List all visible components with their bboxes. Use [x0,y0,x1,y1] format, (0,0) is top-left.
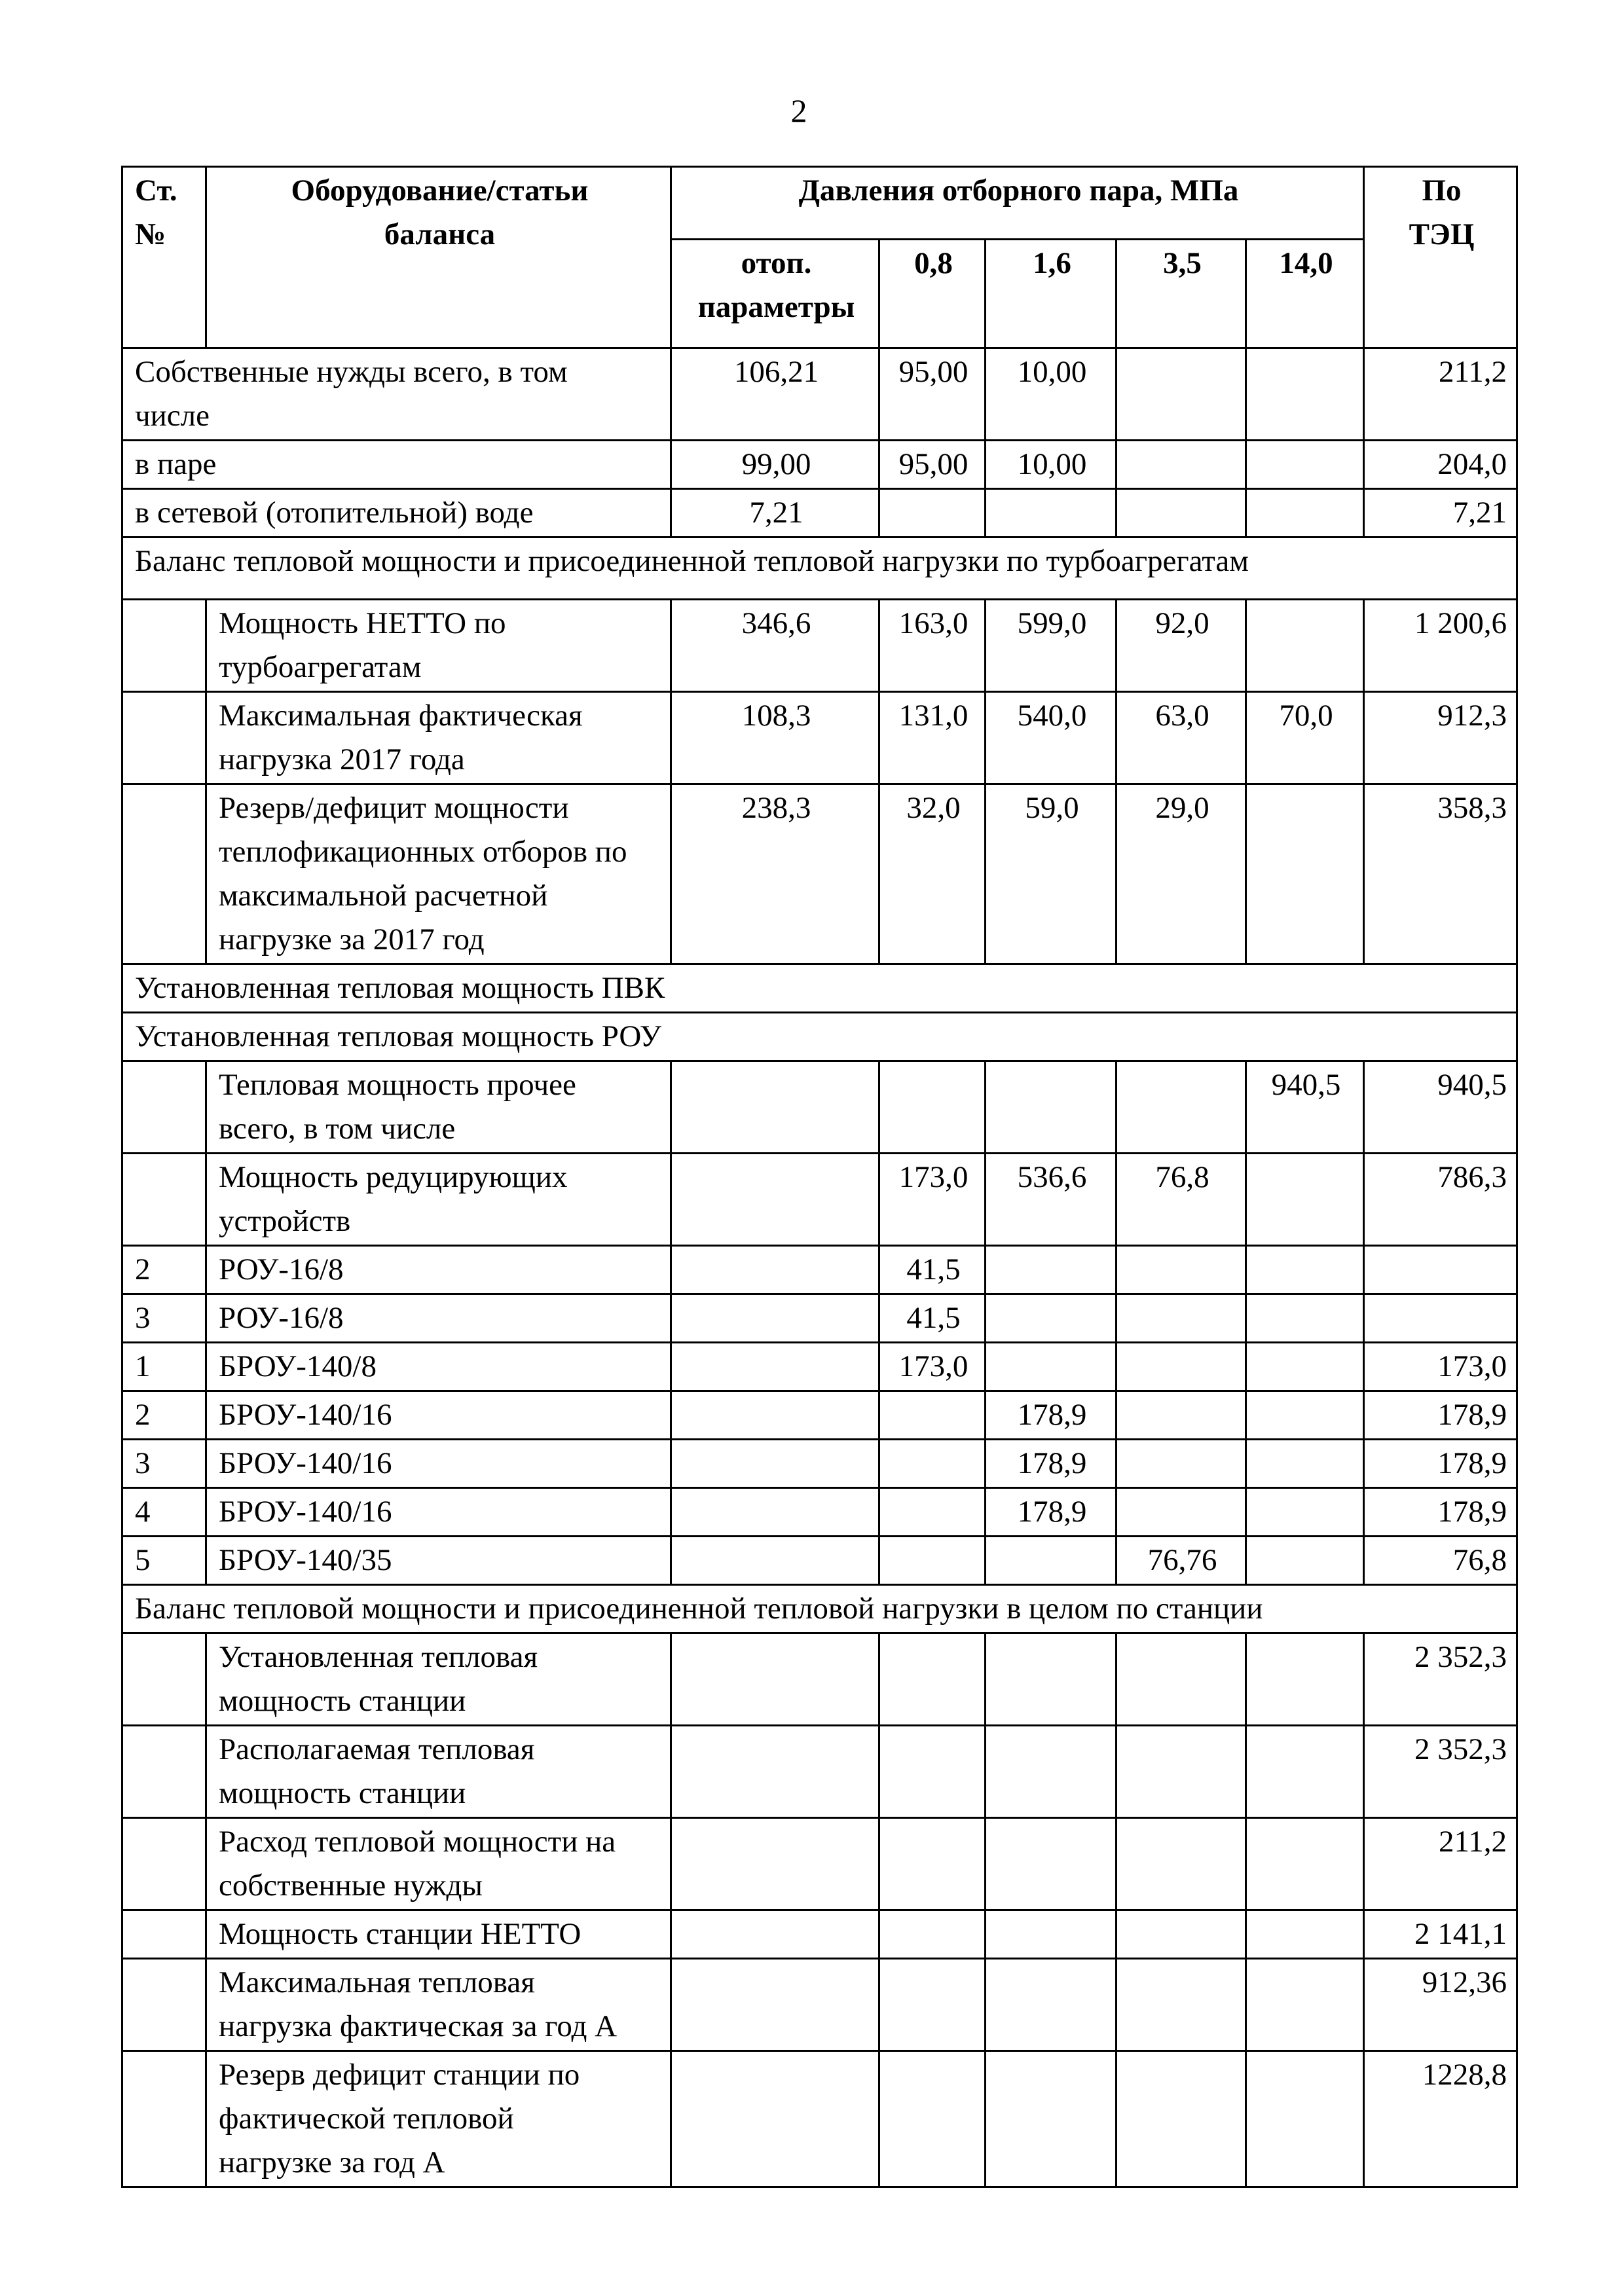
heat-balance-table [121,166,1518,2188]
section-title-row [122,538,1517,600]
table-row [122,1818,1517,1910]
value-cell: 95,00 [879,441,986,489]
table-row [122,441,1517,489]
value-cell [1116,1294,1246,1343]
value-cell [671,1343,879,1391]
row-label: БРОУ-140/8 [206,1343,671,1391]
value-cell: 940,5 [1364,1061,1517,1154]
row-number: 3 [122,1294,206,1343]
value-cell: 59,0 [986,784,1116,964]
value-cell: 131,0 [879,692,986,784]
value-cell [1246,489,1364,538]
value-cell: 178,9 [986,1488,1116,1537]
value-cell: 63,0 [1116,692,1246,784]
value-cell [986,1343,1116,1391]
value-cell [986,1537,1116,1585]
value-cell [879,1061,986,1154]
value-cell [1116,348,1246,441]
value-cell: 204,0 [1364,441,1517,489]
row-label: Мощность станции НЕТТО [206,1910,671,1959]
value-cell [1116,1818,1246,1910]
row-label: РОУ-16/8 [206,1246,671,1294]
row-label: БРОУ-140/16 [206,1391,671,1440]
table-row [122,1343,1517,1391]
value-cell [671,1440,879,1488]
value-cell [1246,784,1364,964]
value-cell [1246,1726,1364,1818]
value-cell: 599,0 [986,600,1116,692]
table-row [122,692,1517,784]
value-cell [671,1246,879,1294]
table-row [122,1154,1517,1246]
value-cell [671,1488,879,1537]
row-label: БРОУ-140/16 [206,1488,671,1537]
value-cell [1246,1633,1364,1726]
header-sub-0-8: 0,8 [879,240,986,348]
value-cell [1116,1343,1246,1391]
value-cell: 912,36 [1364,1959,1517,2051]
value-cell [1246,600,1364,692]
value-cell [879,1818,986,1910]
table-row [122,1537,1517,1585]
value-cell: 540,0 [986,692,1116,784]
value-cell [1246,1440,1364,1488]
value-cell [1246,1537,1364,1585]
value-cell: 173,0 [879,1343,986,1391]
value-cell: 99,00 [671,441,879,489]
row-number [122,1154,206,1246]
row-label: Мощность редуцирующих устройств [206,1154,671,1246]
value-cell: 76,8 [1116,1154,1246,1246]
section-title-turbines: Баланс тепловой мощности и присоединенной тепловой нагрузки по турбоагрегатам [122,538,1517,600]
row-label: в сетевой (отопительной) воде [122,489,671,538]
line-pvk: Установленная тепловая мощность ПВК [122,964,1517,1013]
row-label: Мощность НЕТТО по турбоагрегатам [206,600,671,692]
table-row [122,1959,1517,2051]
value-cell [1364,1246,1517,1294]
value-cell [986,1818,1116,1910]
table-row [122,1633,1517,1726]
row-label: Тепловая мощность прочее всего, в том числе [206,1061,671,1154]
row-label: Расход тепловой мощности на собственные нужды [206,1818,671,1910]
value-cell: 238,3 [671,784,879,964]
section-title-row [122,1585,1517,1633]
row-number: 2 [122,1391,206,1440]
value-cell: 536,6 [986,1154,1116,1246]
value-cell [671,1154,879,1246]
value-cell: 346,6 [671,600,879,692]
row-number [122,1818,206,1910]
table-row [122,1440,1517,1488]
section-line-row [122,1013,1517,1061]
row-number [122,1726,206,1818]
value-cell: 163,0 [879,600,986,692]
row-label: БРОУ-140/16 [206,1440,671,1488]
value-cell [986,1294,1116,1343]
row-number: 3 [122,1440,206,1488]
table-row [122,1294,1517,1343]
value-cell [986,1726,1116,1818]
value-cell [1116,1061,1246,1154]
row-label: Установленная тепловая мощность станции [206,1633,671,1726]
value-cell: 95,00 [879,348,986,441]
value-cell [1246,1391,1364,1440]
header-pressure-group: Давления отборного пара, МПа [671,167,1364,240]
row-label: Максимальная тепловая нагрузка фактическая за год А [206,1959,671,2051]
value-cell: 211,2 [1364,348,1517,441]
value-cell [1246,348,1364,441]
row-number [122,600,206,692]
value-cell: 1228,8 [1364,2051,1517,2187]
value-cell: 41,5 [879,1246,986,1294]
value-cell [1246,1910,1364,1959]
row-label: Резерв/дефицит мощности теплофикационных отборов по максимальной расчетной нагрузке за 2017 год [206,784,671,964]
header-sub-1-6: 1,6 [986,240,1116,348]
header-no: Ст. № [122,167,206,348]
table-row [122,1726,1517,1818]
value-cell [1116,2051,1246,2187]
value-cell [1116,489,1246,538]
value-cell: 173,0 [879,1154,986,1246]
value-cell: 70,0 [1246,692,1364,784]
table-row [122,2051,1517,2187]
header-total: По ТЭЦ [1364,167,1517,348]
value-cell: 940,5 [1246,1061,1364,1154]
value-cell [879,1633,986,1726]
section-line-row [122,964,1517,1013]
header-sub-14-0: 14,0 [1246,240,1364,348]
value-cell [671,2051,879,2187]
value-cell: 178,9 [986,1440,1116,1488]
value-cell: 211,2 [1364,1818,1517,1910]
page-number: 2 [790,92,807,129]
table-row [122,489,1517,538]
value-cell [1116,1488,1246,1537]
value-cell [671,1633,879,1726]
value-cell [1116,1726,1246,1818]
value-cell [1364,1294,1517,1343]
value-cell [671,1726,879,1818]
value-cell: 92,0 [1116,600,1246,692]
row-number [122,692,206,784]
value-cell [1116,1910,1246,1959]
value-cell [1246,2051,1364,2187]
value-cell [1246,441,1364,489]
value-cell: 41,5 [879,1294,986,1343]
value-cell [1116,1391,1246,1440]
row-number [122,1959,206,2051]
header-item: Оборудование/статьи баланса [206,167,671,348]
row-number: 2 [122,1246,206,1294]
value-cell: 7,21 [671,489,879,538]
value-cell: 173,0 [1364,1343,1517,1391]
value-cell: 7,21 [1364,489,1517,538]
row-number [122,784,206,964]
table-row [122,600,1517,692]
value-cell: 358,3 [1364,784,1517,964]
row-label: РОУ-16/8 [206,1294,671,1343]
section-title-station: Баланс тепловой мощности и присоединенной тепловой нагрузки в целом по станции [122,1585,1517,1633]
row-label: Располагаемая тепловая мощность станции [206,1726,671,1818]
value-cell [671,1294,879,1343]
header-sub-3-5: 3,5 [1116,240,1246,348]
row-number: 4 [122,1488,206,1537]
table-row [122,1246,1517,1294]
header-row [122,167,1517,240]
row-number [122,1061,206,1154]
row-number: 1 [122,1343,206,1391]
value-cell [1246,1246,1364,1294]
value-cell [1246,1154,1364,1246]
value-cell [1246,1959,1364,2051]
value-cell: 2 352,3 [1364,1633,1517,1726]
value-cell [1246,1488,1364,1537]
value-cell [879,1440,986,1488]
table-row [122,1910,1517,1959]
value-cell [671,1818,879,1910]
value-cell: 10,00 [986,348,1116,441]
value-cell: 76,76 [1116,1537,1246,1585]
row-label: Максимальная фактическая нагрузка 2017 года [206,692,671,784]
value-cell: 2 141,1 [1364,1910,1517,1959]
value-cell [1246,1343,1364,1391]
value-cell: 178,9 [986,1391,1116,1440]
value-cell: 786,3 [1364,1154,1517,1246]
value-cell: 1 200,6 [1364,600,1517,692]
value-cell [671,1910,879,1959]
value-cell [1116,1246,1246,1294]
value-cell: 106,21 [671,348,879,441]
value-cell: 76,8 [1364,1537,1517,1585]
header-sub-otop: отоп. параметры [671,240,879,348]
row-number [122,2051,206,2187]
row-label: в паре [122,441,671,489]
row-label: Резерв дефицит станции по фактической тепловой нагрузке за год А [206,2051,671,2187]
table-row [122,1488,1517,1537]
value-cell: 178,9 [1364,1488,1517,1537]
value-cell [671,1959,879,2051]
value-cell: 912,3 [1364,692,1517,784]
table-row [122,1061,1517,1154]
table-row [122,784,1517,964]
value-cell [879,1488,986,1537]
table-row [122,1391,1517,1440]
value-cell: 2 352,3 [1364,1726,1517,1818]
row-label: БРОУ-140/35 [206,1537,671,1585]
value-cell: 108,3 [671,692,879,784]
value-cell [986,1959,1116,2051]
value-cell [879,1959,986,2051]
row-number [122,1633,206,1726]
value-cell [671,1391,879,1440]
value-cell [1116,1959,1246,2051]
row-number [122,1910,206,1959]
value-cell [671,1061,879,1154]
value-cell [879,1537,986,1585]
value-cell [986,489,1116,538]
value-cell [879,1910,986,1959]
value-cell [1116,1440,1246,1488]
value-cell [879,1726,986,1818]
value-cell: 178,9 [1364,1391,1517,1440]
value-cell: 32,0 [879,784,986,964]
value-cell [1116,1633,1246,1726]
table-row [122,348,1517,441]
row-label: Собственные нужды всего, в том числе [122,348,671,441]
value-cell: 178,9 [1364,1440,1517,1488]
value-cell [879,489,986,538]
value-cell [986,1633,1116,1726]
value-cell [879,1391,986,1440]
value-cell: 29,0 [1116,784,1246,964]
value-cell [986,1910,1116,1959]
value-cell [879,2051,986,2187]
value-cell [671,1537,879,1585]
value-cell [1116,441,1246,489]
line-rou: Установленная тепловая мощность РОУ [122,1013,1517,1061]
value-cell [1246,1818,1364,1910]
value-cell [986,1061,1116,1154]
value-cell: 10,00 [986,441,1116,489]
value-cell [1246,1294,1364,1343]
value-cell [986,1246,1116,1294]
row-number: 5 [122,1537,206,1585]
value-cell [986,2051,1116,2187]
